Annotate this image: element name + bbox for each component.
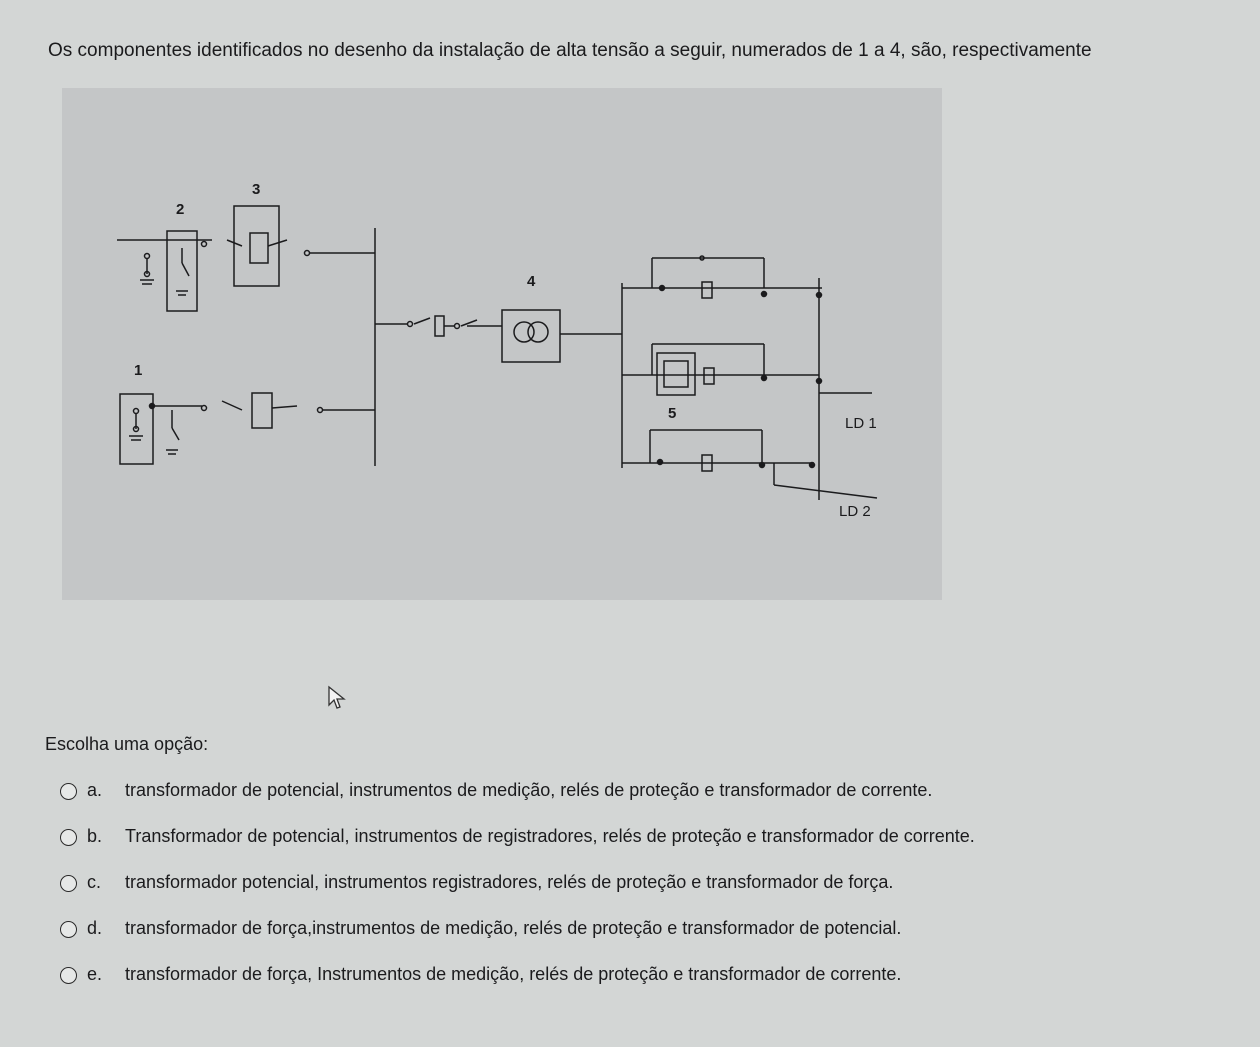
option-letter: c.	[87, 872, 102, 892]
option-a[interactable]	[60, 780, 975, 826]
radio-button-icon[interactable]	[60, 875, 77, 892]
radio-button-icon[interactable]	[60, 967, 77, 984]
option-text: transformador potencial, instrumentos registradores, relés de proteção e transformador de força.	[125, 872, 894, 892]
label-5: 5	[668, 405, 677, 422]
component-5-box	[657, 353, 695, 395]
answer-options	[60, 780, 975, 1010]
question-text: Os componentes identificados no desenho da instalação de alta tensão a seguir, numerados de 1 a 4, são, respectivamente	[48, 40, 1092, 61]
option-letter: a.	[87, 780, 103, 800]
choose-option-prompt: Escolha uma opção:	[45, 734, 209, 754]
label-3: 3	[252, 181, 261, 198]
mouse-pointer-icon	[327, 685, 347, 711]
label-ld2: LD 2	[839, 503, 871, 520]
option-text: Transformador de potencial, instrumentos de registradores, relés de proteção e transformador de corrente.	[125, 826, 975, 846]
single-line-diagram	[62, 88, 942, 600]
option-d[interactable]	[60, 918, 975, 964]
option-e[interactable]	[60, 964, 975, 1010]
option-c[interactable]	[60, 872, 975, 918]
option-b[interactable]	[60, 826, 975, 872]
label-1: 1	[134, 362, 143, 379]
option-letter: b.	[87, 826, 103, 846]
label-2: 2	[176, 201, 185, 218]
component-2-box	[167, 231, 197, 311]
option-letter: e.	[87, 964, 103, 984]
radio-button-icon[interactable]	[60, 829, 77, 846]
option-text: transformador de potencial, instrumentos de medição, relés de proteção e transformador de corrente.	[125, 780, 933, 800]
option-letter: d.	[87, 918, 103, 938]
option-text: transformador de força, Instrumentos de medição, relés de proteção e transformador de corrente.	[125, 964, 902, 984]
diagram-svg	[62, 88, 942, 600]
radio-button-icon[interactable]	[60, 783, 77, 800]
label-ld1: LD 1	[845, 415, 877, 432]
label-4: 4	[527, 273, 536, 290]
option-text: transformador de força,instrumentos de medição, relés de proteção e transformador de potencial.	[125, 918, 902, 938]
component-4-box	[502, 310, 560, 362]
radio-button-icon[interactable]	[60, 921, 77, 938]
